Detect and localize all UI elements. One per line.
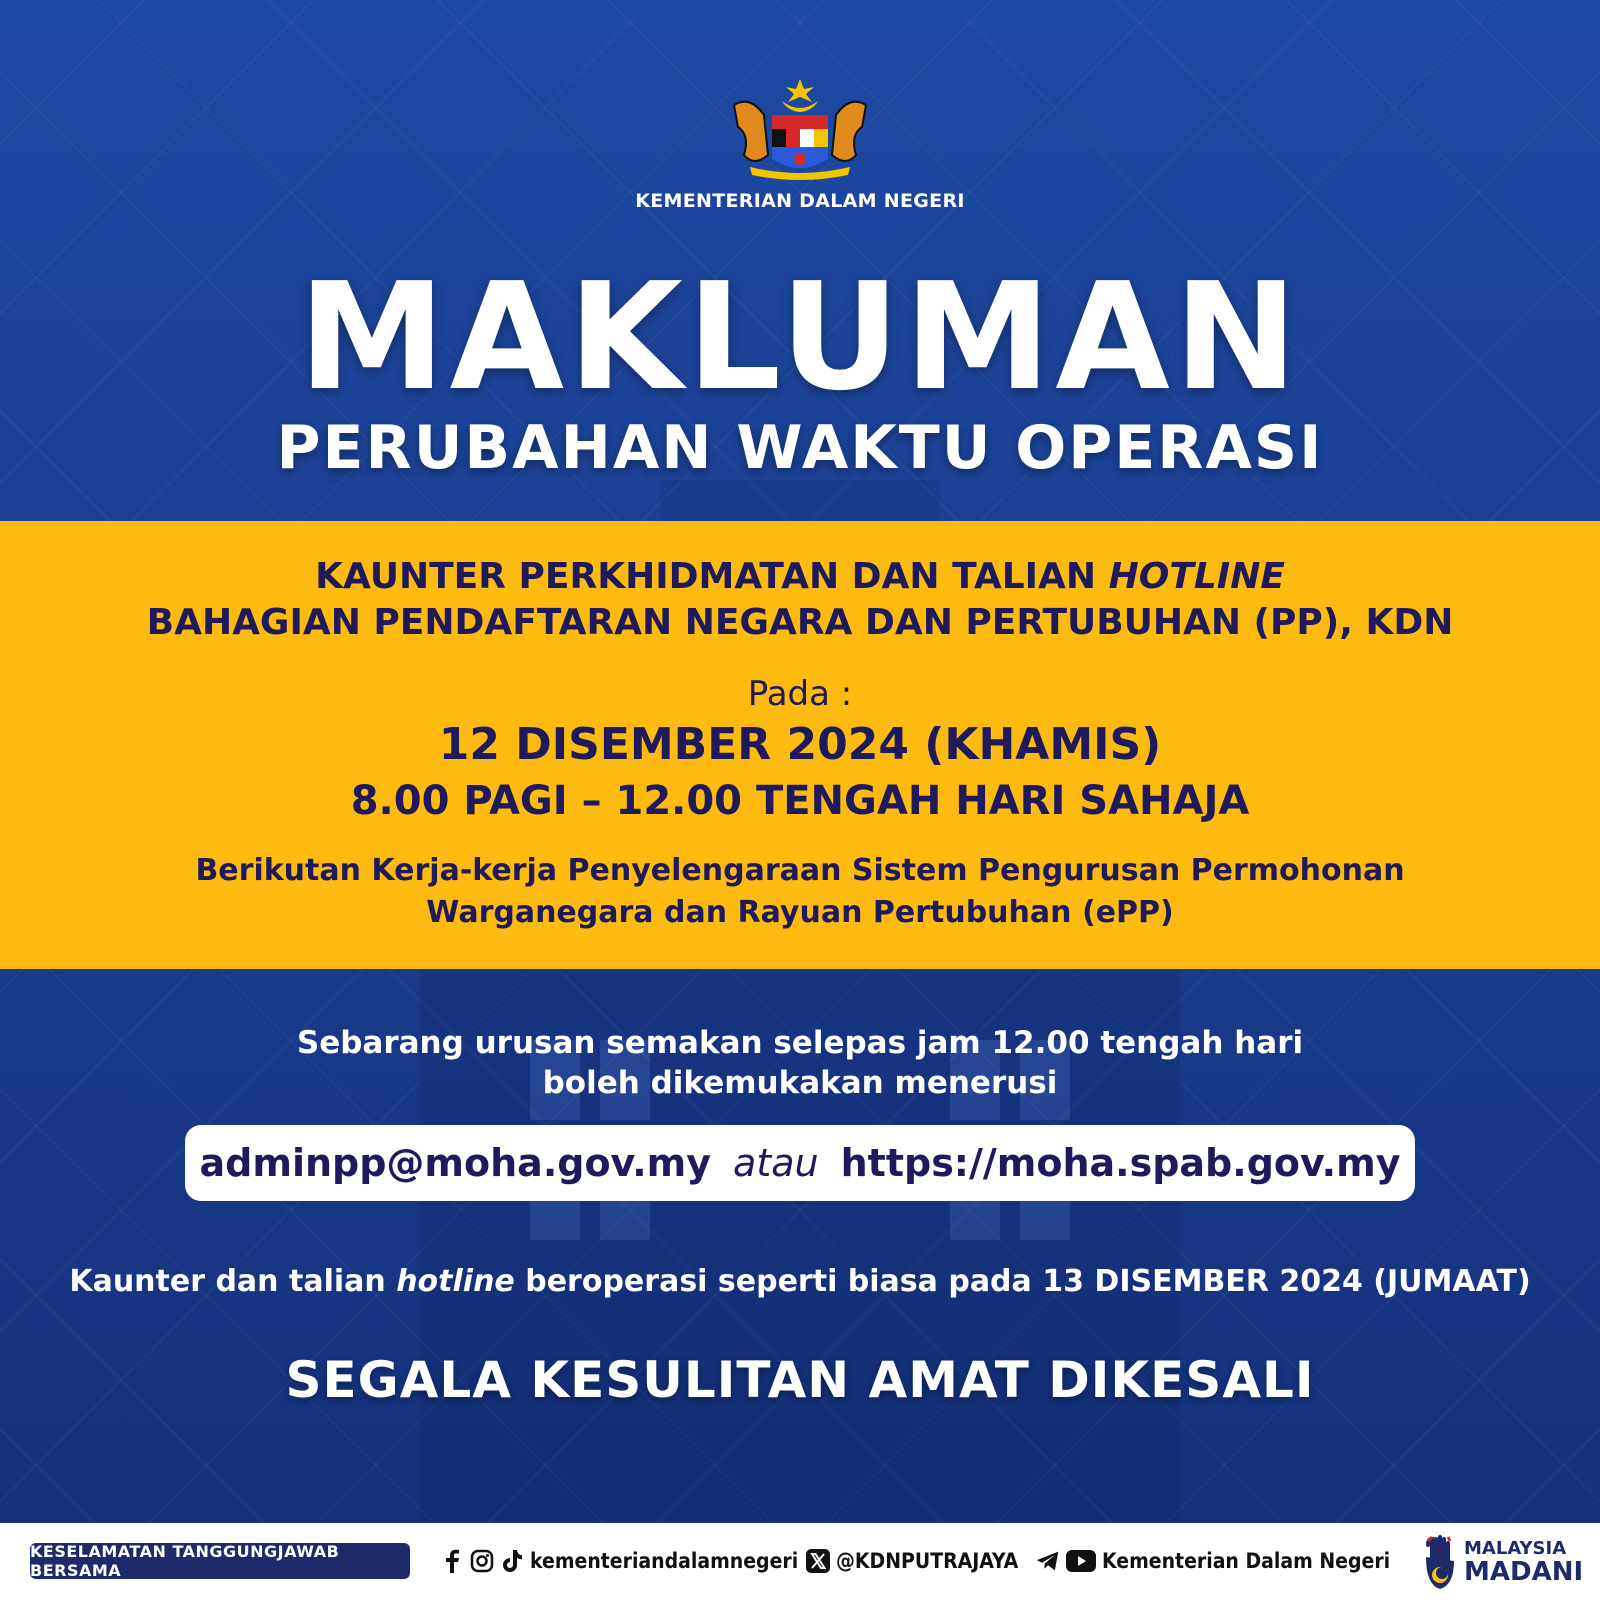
- youtube-icon[interactable]: [1066, 1549, 1096, 1573]
- x-icon[interactable]: [806, 1549, 830, 1573]
- social-handle-1[interactable]: kementeriandalamnegeri: [530, 1549, 799, 1573]
- instagram-icon[interactable]: [470, 1549, 494, 1573]
- normal-operation-date: 13 DISEMBER 2024 (JUMAAT): [1042, 1264, 1531, 1299]
- footer-bar: [0, 1523, 1600, 1600]
- info-line1: Sebarang urusan semakan selepas jam 12.00 tengah hari: [296, 1025, 1304, 1061]
- madani-hand-icon: [1422, 1533, 1458, 1593]
- normal-operation-hotline: hotline: [396, 1264, 515, 1299]
- apology-text: SEGALA KESULITAN AMAT DIKESALI: [285, 1351, 1315, 1409]
- madani-line1: MALAYSIA: [1464, 1538, 1567, 1559]
- facebook-icon[interactable]: [440, 1549, 464, 1573]
- normal-operation-note: [0, 1262, 1600, 1302]
- website-link[interactable]: https://moha.spab.gov.my: [840, 1141, 1401, 1185]
- telegram-icon[interactable]: [1036, 1549, 1060, 1573]
- social-handle-2[interactable]: @KDNPUTRAJAYA: [836, 1549, 1019, 1573]
- madani-line2: MADANI: [1464, 1557, 1584, 1587]
- notice-reason-line1: Berikutan Kerja-kerja Penyelengaraan Sistem Pengurusan Permohonan: [195, 853, 1405, 888]
- notice-pada-label: Pada :: [747, 674, 853, 714]
- notice-reason-line2: Warganegara dan Rayuan Pertubuhan (ePP): [426, 895, 1174, 930]
- notice-service-title: [0, 555, 1600, 599]
- subheadline: PERUBAHAN WAKTU OPERASI: [276, 413, 1324, 483]
- notice-time: 8.00 PAGI – 12.00 TENGAH HARI SAHAJA: [350, 778, 1250, 824]
- notice-hotline-emphasis: HOTLINE: [1108, 556, 1285, 597]
- malaysia-madani-logo: [1422, 1533, 1582, 1593]
- coat-of-arms-logo: [720, 75, 880, 185]
- notice-date: 12 DISEMBER 2024 (KHAMIS): [438, 719, 1162, 770]
- social-group-2: [806, 1543, 1018, 1579]
- normal-operation-prefix: Kaunter dan talian: [69, 1264, 386, 1299]
- madani-text: [1464, 1539, 1583, 1585]
- headline: MAKLUMAN: [298, 251, 1302, 423]
- social-group-3: [1036, 1543, 1390, 1579]
- social-group-1: [440, 1543, 798, 1579]
- info-line2: boleh dikemukakan menerusi: [542, 1065, 1058, 1101]
- ministry-name: KEMENTERIAN DALAM NEGERI: [635, 190, 965, 212]
- tiktok-icon[interactable]: [500, 1549, 524, 1573]
- or-label: atau: [733, 1141, 819, 1185]
- notice-service-title-text: KAUNTER PERKHIDMATAN DAN TALIAN: [315, 556, 1097, 597]
- email-link[interactable]: adminpp@moha.gov.my: [199, 1141, 712, 1185]
- normal-operation-mid: beroperasi seperti biasa pada: [525, 1264, 1032, 1299]
- slogan-badge: KESELAMATAN TANGGUNGJAWAB BERSAMA: [30, 1543, 410, 1579]
- contact-box: [185, 1125, 1415, 1201]
- social-handle-3[interactable]: Kementerian Dalam Negeri: [1102, 1549, 1391, 1573]
- notice-division-title: BAHAGIAN PENDAFTARAN NEGARA DAN PERTUBUHAN (PP), KDN: [146, 602, 1454, 643]
